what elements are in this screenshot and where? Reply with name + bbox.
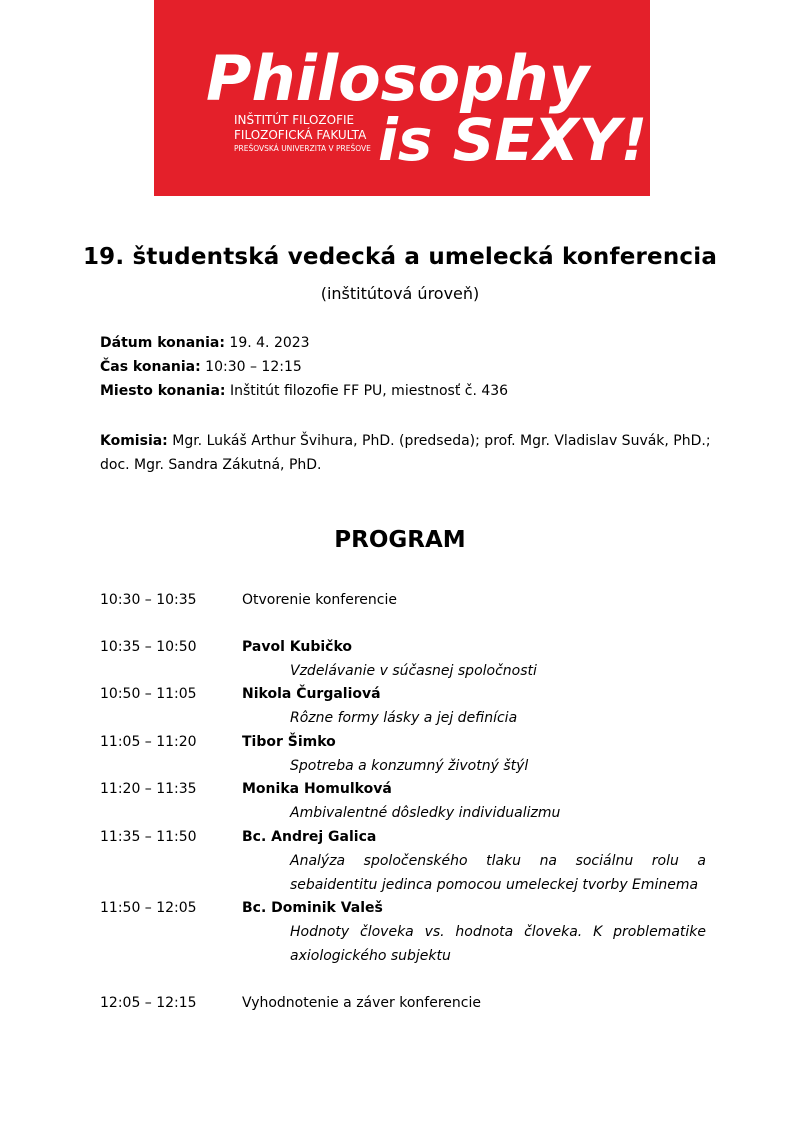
talk-speaker: Bc. Dominik Valeš (242, 900, 383, 916)
committee-value: Mgr. Lukáš Arthur Švihura, PhD. (predseda); prof. Mgr. Vladislav Suvák, PhD.; doc. Mgr. Sandra Zákutná, PhD. (100, 433, 711, 473)
faculty-label: FILOZOFICKÁ FAKULTA (234, 128, 367, 142)
closing-time: 12:05 – 12:15 (100, 995, 197, 1011)
talk-speaker: Nikola Čurgaliová (242, 686, 381, 702)
date-label: Dátum konania: (100, 335, 225, 351)
talk-time: 11:05 – 11:20 (100, 734, 197, 750)
talk-title: Ambivalentné dôsledky individualizmu (290, 805, 561, 821)
talk-speaker: Monika Homulková (242, 781, 392, 797)
talk-title: Rôzne formy lásky a jej definícia (290, 710, 518, 726)
talk-title: Analýza spoločenského tlaku na sociálnu rolu a sebaidentitu jedinca pomocou umeleckej tvorby Eminema (290, 853, 706, 893)
logo-line2: is SEXY! (378, 106, 648, 174)
talk-title: Hodnoty človeka vs. hodnota človeka. K problematike axiologického subjektu (290, 924, 706, 964)
place-line (100, 381, 508, 401)
talk-speaker: Bc. Andrej Galica (242, 829, 377, 845)
program-heading: PROGRAM (334, 527, 466, 553)
talk-title: Vzdelávanie v súčasnej spoločnosti (290, 663, 537, 679)
page-title: 19. študentská vedecká a umelecká konferencia (82, 244, 718, 270)
logo-banner (154, 0, 650, 196)
talk-time: 10:50 – 11:05 (100, 686, 197, 702)
logo-line1: Philosophy (206, 42, 590, 115)
talk-speaker: Pavol Kubičko (242, 639, 352, 655)
opening-time: 10:30 – 10:35 (100, 592, 197, 608)
committee-label: Komisia: (100, 433, 168, 449)
philosophy-is-sexy-logo (154, 0, 650, 196)
talk-speaker: Tibor Šimko (242, 734, 336, 750)
institute-label: INŠTITÚT FILOZOFIE (234, 113, 355, 127)
date-value: 19. 4. 2023 (229, 335, 310, 351)
time-value: 10:30 – 12:15 (205, 359, 302, 375)
talk-time: 11:50 – 12:05 (100, 900, 197, 916)
committee-line (100, 429, 720, 477)
talk-time: 11:35 – 11:50 (100, 829, 197, 845)
page-subtitle: (inštitútová úroveň) (320, 284, 480, 303)
date-line (100, 333, 310, 353)
time-label: Čas konania: (100, 359, 201, 375)
opening-text: Otvorenie konferencie (242, 592, 397, 608)
place-value: Inštitút filozofie FF PU, miestnosť č. 436 (229, 383, 509, 399)
place-label: Miesto konania: (100, 383, 226, 399)
time-line (100, 357, 302, 377)
talk-time: 11:20 – 11:35 (100, 781, 197, 797)
talk-time: 10:35 – 10:50 (100, 639, 197, 655)
closing-text: Vyhodnotenie a záver konferencie (242, 995, 481, 1011)
talk-title: Spotreba a konzumný životný štýl (290, 758, 529, 774)
university-label: PREŠOVSKÁ UNIVERZITA V PREŠOVE (234, 144, 371, 153)
